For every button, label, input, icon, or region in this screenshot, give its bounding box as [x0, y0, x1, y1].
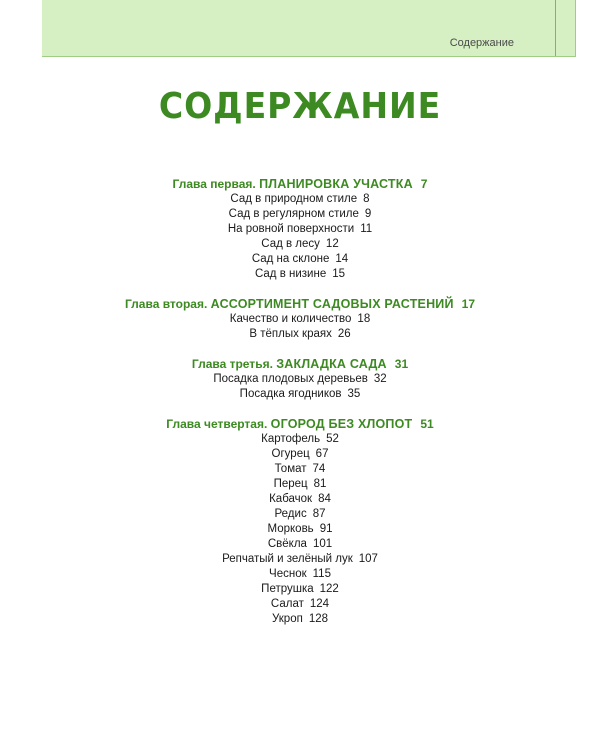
toc-entry[interactable]: [0, 312, 600, 327]
chapter-3: [0, 356, 600, 402]
entry-title: На ровной поверхности: [227, 223, 355, 235]
entry-page-number: 128: [308, 613, 329, 625]
entry-title: Посадка ягодников: [239, 388, 342, 400]
entry-title: Сад в лесу: [261, 238, 320, 250]
chapter-page-number: 7: [420, 177, 428, 191]
toc-entry[interactable]: [0, 522, 600, 537]
entry-page-number: 84: [318, 493, 331, 505]
entry-title: Морковь: [267, 523, 314, 535]
toc-entry[interactable]: [0, 432, 600, 447]
chapter-4: [0, 416, 600, 627]
entry-title: Репчатый и зелёный лук: [222, 553, 353, 565]
entry-title: Сад на склоне: [251, 253, 330, 265]
chapter-heading[interactable]: [0, 416, 600, 432]
toc-entry[interactable]: [0, 492, 600, 507]
chapter-page-number: 51: [420, 417, 434, 431]
entry-page-number: 8: [363, 193, 370, 205]
entry-page-number: 91: [319, 523, 333, 535]
entry-title: Укроп: [271, 613, 303, 625]
toc-entry[interactable]: [0, 252, 600, 267]
table-of-contents: [0, 176, 600, 641]
chapter-page-number: 31: [394, 357, 409, 371]
entry-page-number: 107: [358, 553, 378, 565]
chapter-prefix: Глава четвертая.: [166, 417, 268, 431]
toc-entry[interactable]: [0, 372, 600, 387]
chapter-name: АССОРТИМЕНТ САДОВЫХ РАСТЕНИЙ: [210, 297, 454, 311]
entry-page-number: 32: [373, 373, 387, 385]
entry-page-number: 124: [309, 598, 330, 610]
toc-entry[interactable]: [0, 552, 600, 567]
chapter-prefix: Глава первая.: [172, 177, 256, 191]
entry-title: Сад в природном стиле: [230, 193, 358, 205]
entry-page-number: 101: [312, 538, 333, 550]
toc-entry[interactable]: [0, 222, 600, 237]
toc-entry[interactable]: [0, 582, 600, 597]
entry-page-number: 115: [312, 568, 331, 580]
chapter-heading[interactable]: [0, 356, 600, 372]
toc-entry[interactable]: [0, 567, 600, 582]
entry-title: Томат: [274, 463, 307, 475]
toc-entry[interactable]: [0, 387, 600, 402]
entry-page-number: 26: [337, 328, 351, 340]
entry-title: Перец: [273, 478, 308, 490]
entry-page-number: 9: [364, 208, 372, 220]
entry-page-number: 15: [332, 268, 346, 280]
toc-entry[interactable]: [0, 237, 600, 252]
chapter-page-number: 17: [461, 297, 476, 311]
chapter-name: ЗАКЛАДКА САДА: [276, 357, 387, 371]
chapter-name: ПЛАНИРОВКА УЧАСТКА: [259, 177, 413, 191]
toc-entry[interactable]: [0, 537, 600, 552]
entry-title: Огурец: [271, 448, 310, 460]
entry-page-number: 81: [313, 478, 327, 490]
page-title: СОДЕРЖАНИЕ: [158, 86, 442, 127]
chapter-name: ОГОРОД БЕЗ ХЛОПОТ: [270, 417, 413, 431]
running-head: Содержание: [449, 37, 514, 49]
chapter-heading[interactable]: [0, 296, 600, 312]
toc-entry[interactable]: [0, 612, 600, 627]
toc-entry[interactable]: [0, 507, 600, 522]
entry-title: Салат: [270, 598, 304, 610]
chapter-2: [0, 296, 600, 342]
entry-title: Посадка плодовых деревьев: [213, 373, 368, 385]
entry-title: Кабачок: [269, 493, 313, 505]
toc-entry[interactable]: [0, 207, 600, 222]
chapter-1: [0, 176, 600, 282]
entry-page-number: 67: [315, 448, 329, 460]
toc-entry[interactable]: [0, 327, 600, 342]
toc-entry[interactable]: [0, 192, 600, 207]
toc-entry[interactable]: [0, 477, 600, 492]
toc-entry[interactable]: [0, 597, 600, 612]
chapter-heading[interactable]: [0, 176, 600, 192]
entry-page-number: 74: [312, 463, 326, 475]
entry-page-number: 52: [326, 433, 339, 445]
toc-entry[interactable]: [0, 462, 600, 477]
entry-title: Сад в регулярном стиле: [228, 208, 359, 220]
entry-title: Сад в низине: [254, 268, 327, 280]
toc-entry[interactable]: [0, 447, 600, 462]
entry-page-number: 35: [347, 388, 361, 400]
entry-page-number: 11: [360, 223, 373, 235]
toc-entry[interactable]: [0, 267, 600, 282]
entry-page-number: 14: [335, 253, 349, 265]
entry-title: Петрушка: [261, 583, 314, 595]
entry-page-number: 12: [325, 238, 339, 250]
entry-title: Качество и количество: [229, 313, 352, 325]
entry-title: Картофель: [261, 433, 321, 445]
header-divider: [555, 0, 556, 56]
chapter-prefix: Глава третья.: [191, 357, 273, 371]
entry-title: В тёплых краях: [249, 328, 332, 340]
entry-title: Чеснок: [269, 568, 307, 580]
chapter-prefix: Глава вторая.: [124, 297, 208, 311]
entry-page-number: 18: [357, 313, 371, 325]
entry-title: Свёкла: [267, 538, 307, 550]
entry-page-number: 122: [319, 583, 339, 595]
entry-title: Редис: [274, 508, 307, 520]
entry-page-number: 87: [312, 508, 326, 520]
